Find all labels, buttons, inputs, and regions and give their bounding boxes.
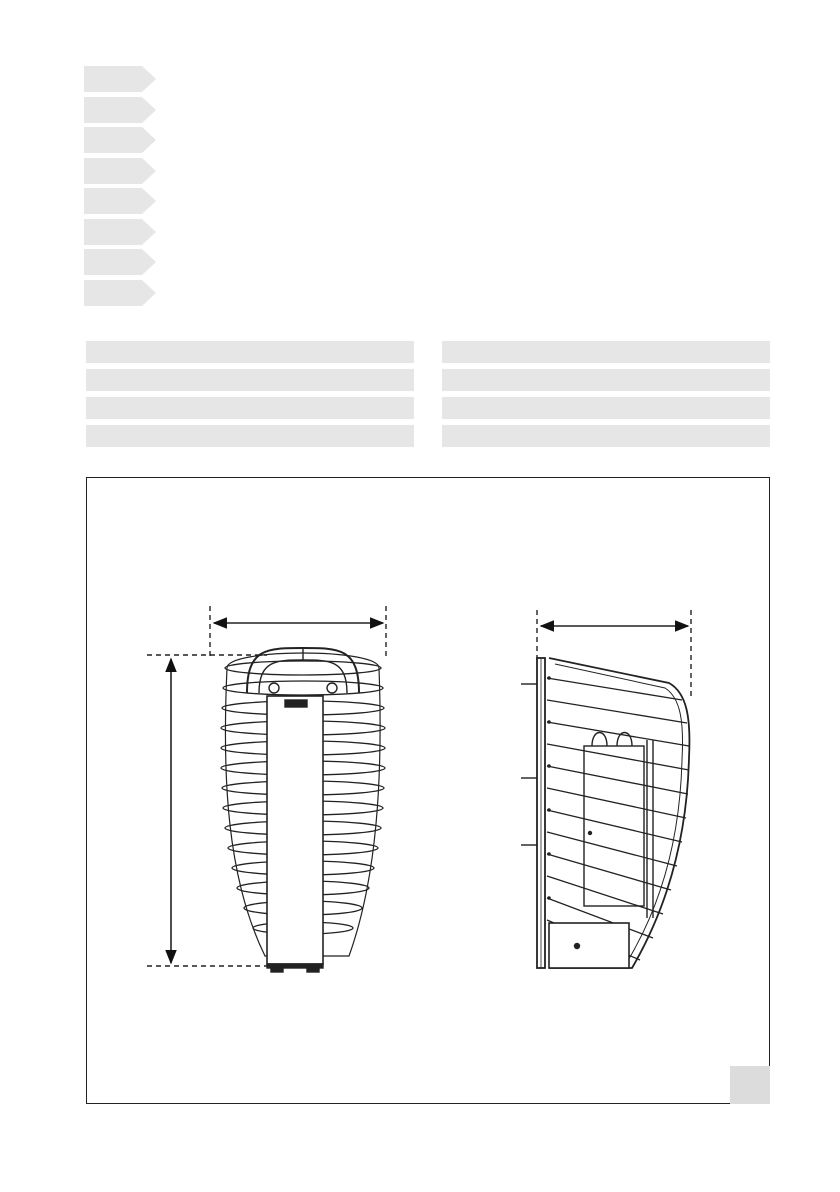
info-bar-right-4 <box>442 425 770 447</box>
dimension-drawing <box>87 478 771 1105</box>
language-tab[interactable] <box>84 280 156 306</box>
info-bar-left-4 <box>86 425 414 447</box>
info-bar-left-1 <box>86 341 414 363</box>
front-panel <box>267 696 323 964</box>
language-tab[interactable] <box>84 188 156 214</box>
language-tab[interactable] <box>84 127 156 153</box>
info-bar-left-2 <box>86 369 414 391</box>
info-bar-right-1 <box>442 341 770 363</box>
info-bar-right-3 <box>442 397 770 419</box>
side-view-heater <box>521 610 691 968</box>
language-tab[interactable] <box>84 219 156 245</box>
language-tab[interactable] <box>84 158 156 184</box>
brand-plate <box>285 700 307 707</box>
info-bar-right-2 <box>442 369 770 391</box>
language-tab-list <box>84 66 156 310</box>
front-view-heater <box>147 606 386 972</box>
page-number-badge <box>730 1066 770 1104</box>
language-tab[interactable] <box>84 66 156 92</box>
dimension-figure <box>86 477 770 1104</box>
info-bar-left-3 <box>86 397 414 419</box>
language-tab[interactable] <box>84 249 156 275</box>
language-tab[interactable] <box>84 97 156 123</box>
